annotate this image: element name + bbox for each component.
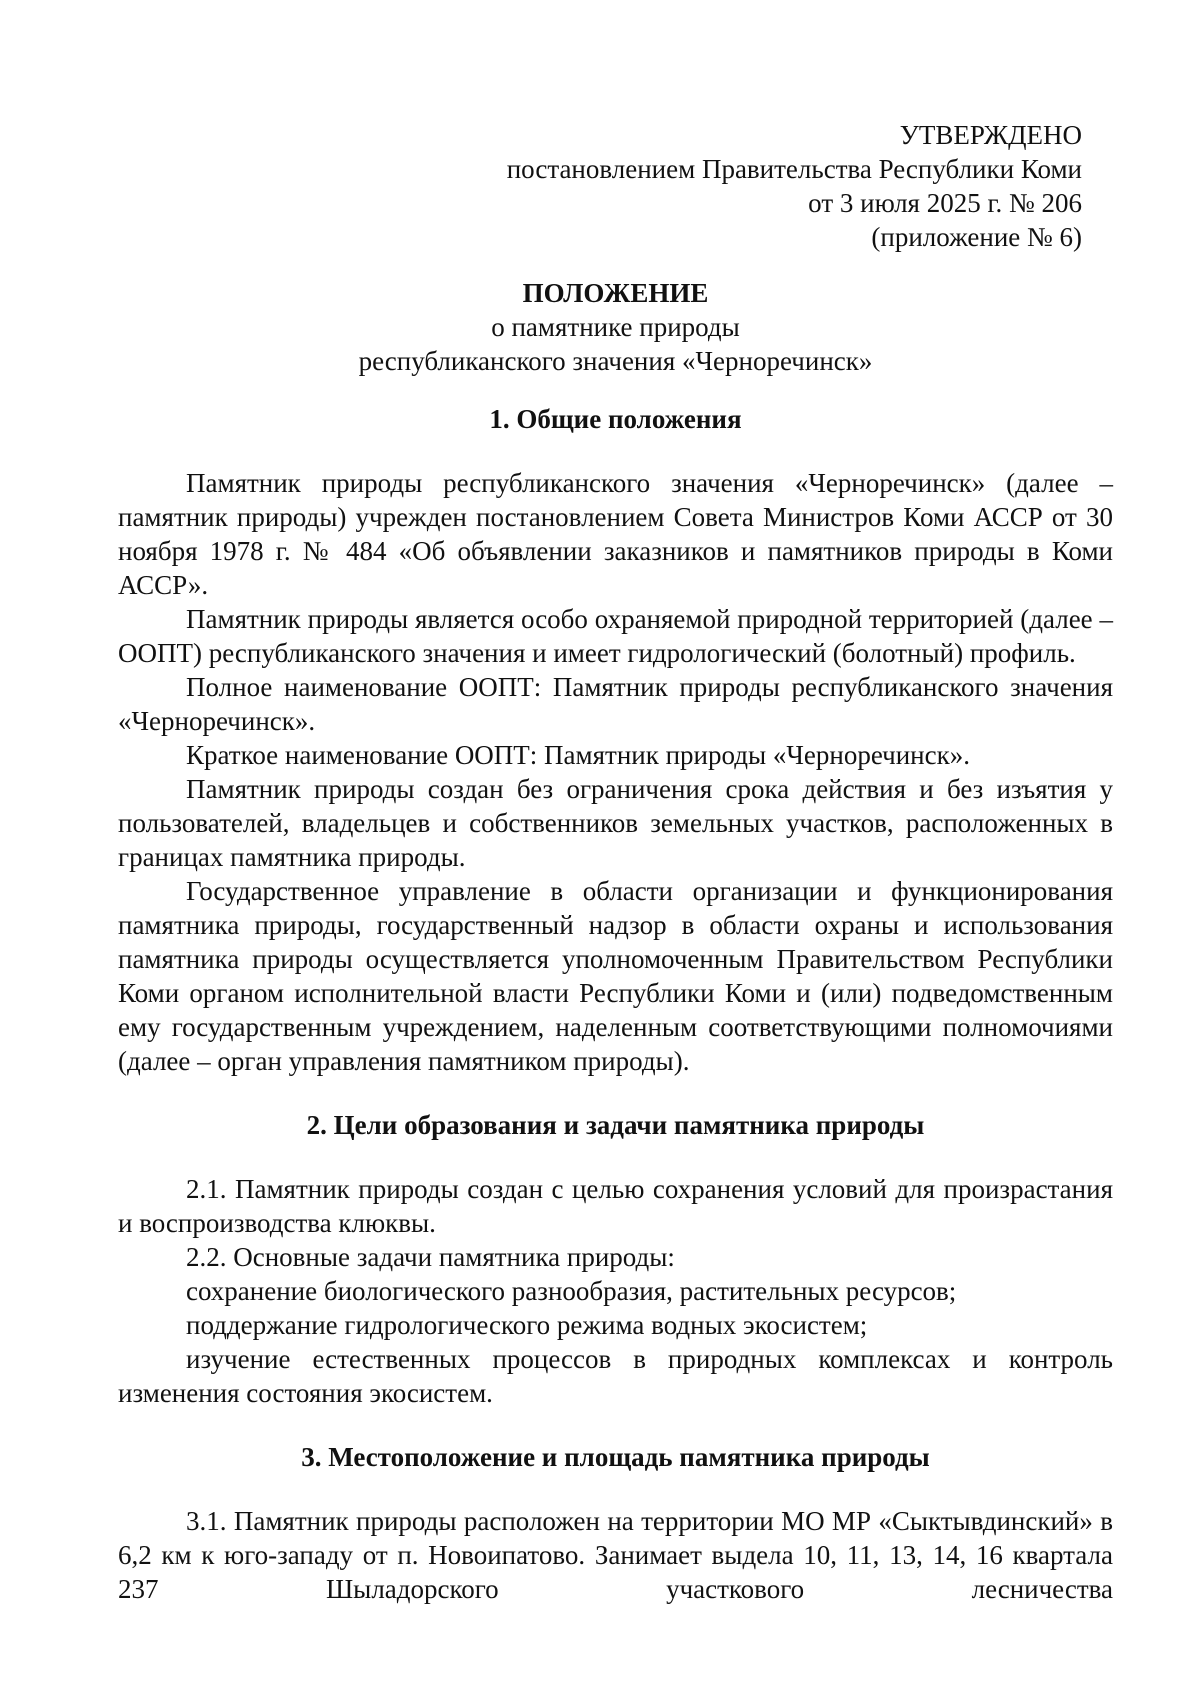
approval-issuer: постановлением Правительства Республики Коми xyxy=(506,154,1082,184)
document-subtitle-2: республиканского значения «Черноречинск» xyxy=(358,346,873,376)
section-1-paragraph: Памятник природы является особо охраняемой природной территорией (далее – ООПТ) республиканского значения и имеет гидрологический (болотный) профиль. xyxy=(118,604,1113,668)
section-3-heading: 3. Местоположение и площадь памятника природы xyxy=(301,1442,930,1472)
document-body xyxy=(118,276,1113,1606)
approval-date-number: от 3 июля 2025 г. № 206 xyxy=(808,188,1082,218)
section-1-paragraph: Государственное управление в области организации и функционирования памятника природы, государственный надзор в области охраны и использования памятника природы осуществляется уполномоченным Правительством Республики Коми органом исполнительной власти Республики Коми и (или) подведомственным ему государственным учреждением, наделенным соответствующими полномочиями (далее – орган управления памятником природы). xyxy=(118,876,1113,1076)
section-2-list-item: поддержание гидрологического режима водных экосистем; xyxy=(186,1310,868,1340)
section-3-paragraph: 3.1. Памятник природы расположен на территории МО МР «Сыктывдинский» в 6,2 км к юго-западу от п. Новоипатово. Занимает выдела 10, 11, 13, 14, 16 квартала 237 Шыладорского участкового лесничества xyxy=(118,1506,1113,1604)
section-2-paragraph: 2.1. Памятник природы создан с целью сохранения условий для произрастания и воспроизводства клюквы. xyxy=(118,1174,1113,1238)
section-1-heading: 1. Общие положения xyxy=(489,404,742,434)
approval-appendix: (приложение № 6) xyxy=(871,222,1082,252)
document-subtitle-1: о памятнике природы xyxy=(491,312,740,342)
section-1-paragraph: Памятник природы республиканского значения «Черноречинск» (далее – памятник природы) учрежден постановлением Совета Министров Коми АССР от 30 ноября 1978 г. № 484 «Об объявлении заказников и памятников природы в Коми АССР». xyxy=(118,468,1113,600)
section-2-list-item: сохранение биологического разнообразия, растительных ресурсов; xyxy=(186,1276,957,1306)
approval-title: УТВЕРЖДЕНО xyxy=(899,120,1082,150)
section-2-heading: 2. Цели образования и задачи памятника природы xyxy=(306,1110,925,1140)
document-title: ПОЛОЖЕНИЕ xyxy=(522,278,709,308)
section-2-paragraph: 2.2. Основные задачи памятника природы: xyxy=(186,1242,675,1272)
section-2-list-item: изучение естественных процессов в природных комплексах и контроль изменения состояния экосистем. xyxy=(118,1344,1113,1408)
section-1-paragraph: Памятник природы создан без ограничения срока действия и без изъятия у пользователей, владельцев и собственников земельных участков, расположенных в границах памятника природы. xyxy=(118,774,1113,872)
section-1-paragraph: Полное наименование ООПТ: Памятник природы республиканского значения «Черноречинск». xyxy=(118,672,1113,736)
approval-stamp xyxy=(382,118,1082,254)
section-1-paragraph: Краткое наименование ООПТ: Памятник природы «Черноречинск». xyxy=(186,740,970,770)
